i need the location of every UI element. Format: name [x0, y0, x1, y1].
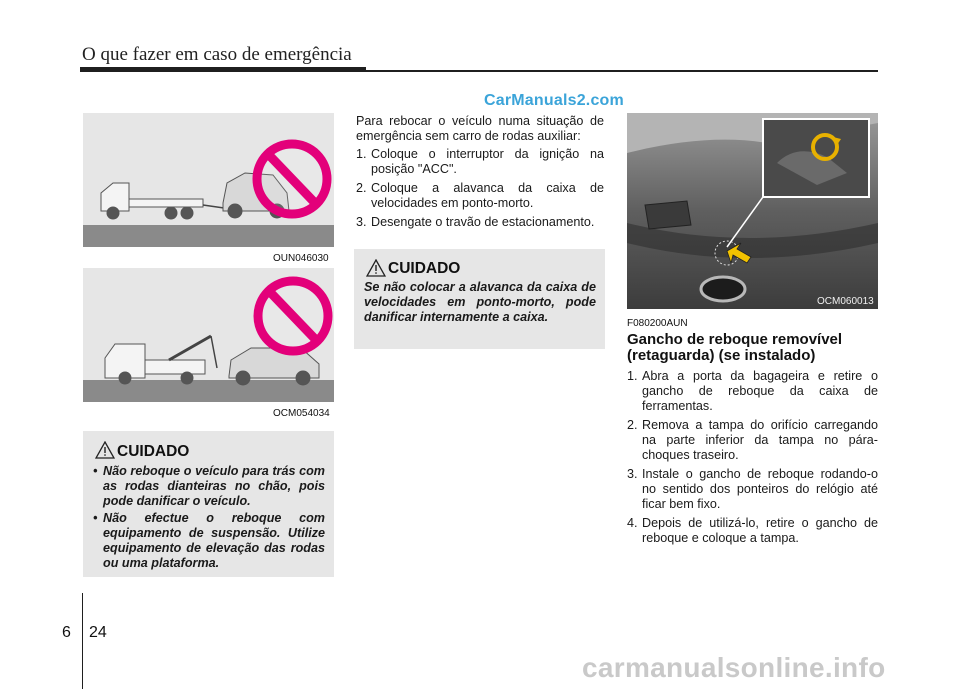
flatbed-illustration [83, 113, 334, 247]
chapter-number: 6 [62, 624, 71, 641]
caution-item: • Não reboque o veículo para trás com as rodas dianteiras no chão, pois pode danificar o veículo. [93, 464, 325, 508]
caution-box-middle [354, 249, 605, 349]
caution-title: CUIDADO [388, 260, 461, 277]
caution-title: CUIDADO [117, 443, 190, 460]
footer-watermark-link[interactable]: carmanualsonline.info [582, 652, 886, 683]
image-code-2: OCM054034 [273, 408, 330, 419]
illustration-sling-tow-prohibited [83, 268, 334, 402]
header-rule [80, 67, 366, 72]
tow-step: 3. Desengate o travão de estacionamento. [356, 215, 595, 229]
tow-hook-photo [627, 113, 878, 309]
footer-divider [82, 593, 83, 689]
warning-icon [95, 441, 115, 459]
image-code-3: OCM060013 [817, 296, 874, 307]
tow-steps-list [356, 147, 604, 234]
hook-steps-list [627, 369, 878, 550]
section-code: F080200AUN [627, 318, 688, 329]
header-rule-thin [366, 70, 878, 72]
page-header-title: O que fazer em caso de emergência [82, 44, 352, 65]
section-heading: Gancho de reboque removível (retaguarda) (se instalado) [627, 331, 843, 364]
hook-step: 3. Instale o gancho de reboque rodando-o no sentido dos ponteiros do relógio até ficar bem fixo. [627, 467, 878, 511]
hook-step: 1. Abra a porta da bagageira e retire o gancho de reboque da caixa de ferramentas. [627, 369, 878, 413]
page-number: 24 [89, 624, 107, 641]
tow-step: 1. Coloque o interruptor da ignição na posição "ACC". [356, 147, 604, 176]
hook-step: 2. Remova a tampa do orifício carregando na parte inferior da tampa no pára-choques traseiro. [627, 418, 878, 462]
photo-rear-tow-hook [627, 113, 878, 309]
tow-step: 2. Coloque a alavanca da caixa de velocidades em ponto-morto. [356, 181, 604, 210]
illustration-flatbed-tow-prohibited [83, 113, 334, 247]
image-code-1: OUN046030 [273, 253, 329, 264]
warning-icon [366, 259, 386, 277]
caution-box-left [83, 431, 334, 577]
caution-item: • Não efectue o reboque com equipamento de suspensão. Utilize equipamento de elevação das rodas ou uma plataforma. [93, 511, 325, 570]
caution-list [93, 464, 325, 573]
hook-step: 4. Depois de utilizá-lo, retire o gancho de reboque e coloque a tampa. [627, 516, 878, 545]
sling-illustration [83, 268, 334, 402]
tow-intro-text: Para rebocar o veículo numa situação de emergência sem carro de rodas auxiliar: [356, 114, 604, 143]
watermark-link[interactable]: CarManuals2.com [484, 92, 624, 109]
caution-text: Se não colocar a alavanca da caixa de velocidades em ponto-morto, pode danificar internamente a caixa. [364, 280, 596, 324]
